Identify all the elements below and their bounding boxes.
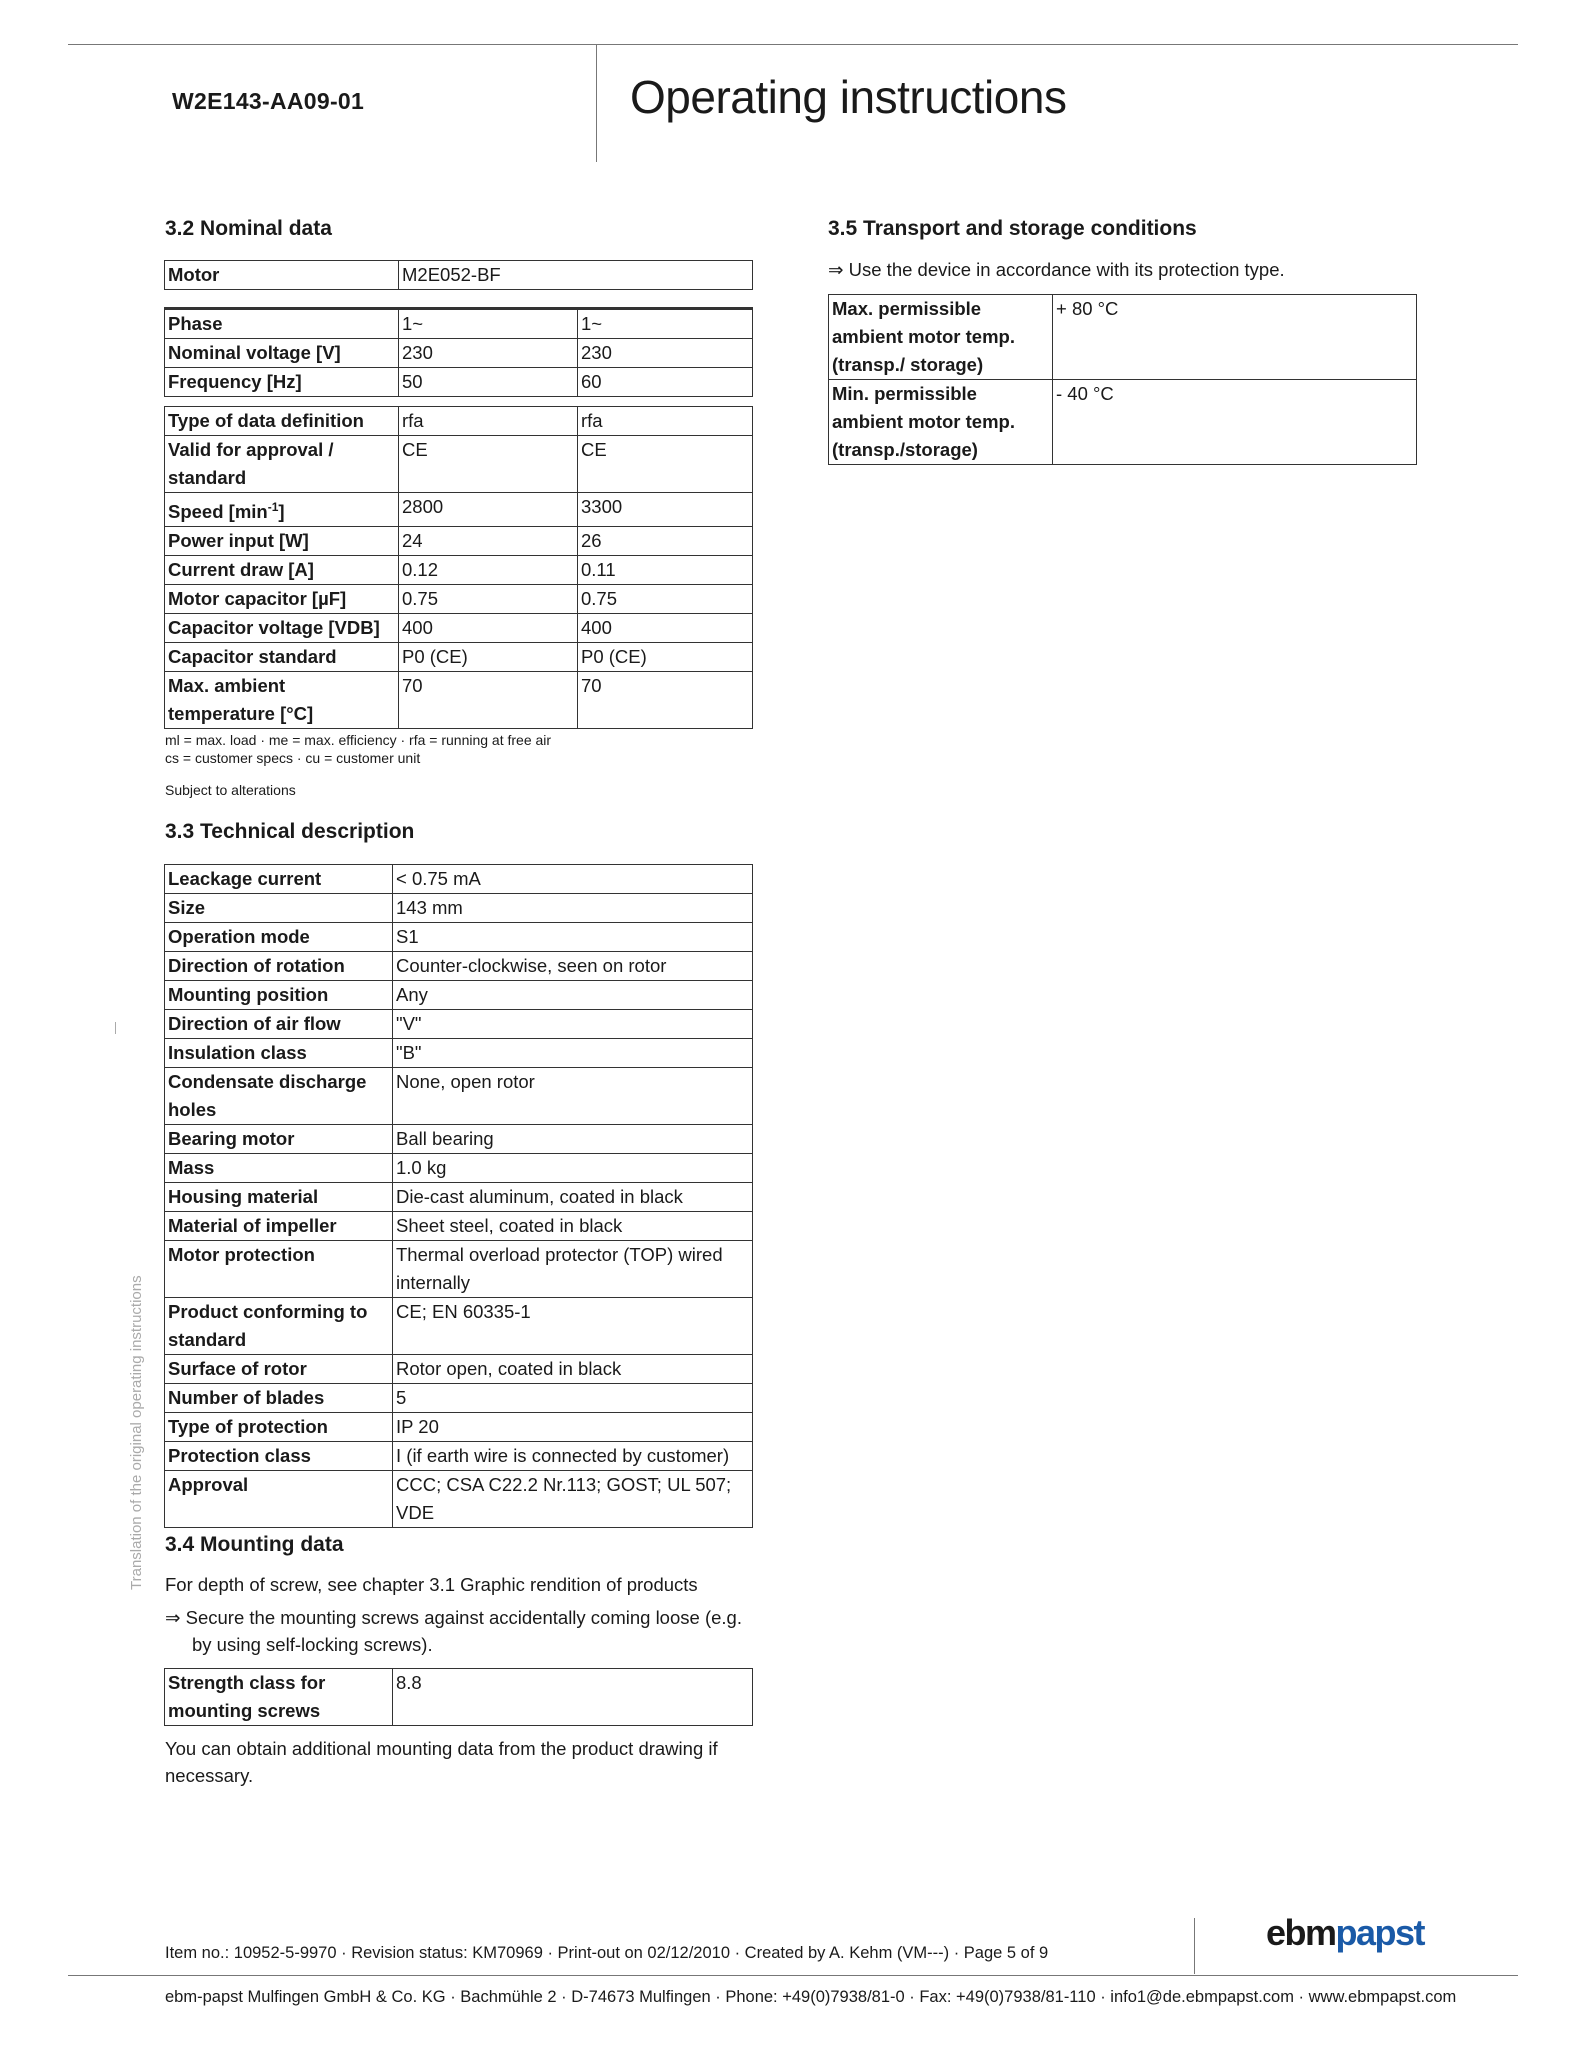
table-cell-label: Leackage current	[165, 865, 393, 894]
table-cell-value: 2800	[399, 493, 578, 527]
table-cell-value: 0.75	[399, 585, 578, 614]
table-cell-value: 0.11	[578, 556, 753, 585]
table-cell-value: 1~	[578, 309, 753, 339]
table-row	[165, 1669, 753, 1726]
table-cell-label: Insulation class	[165, 1039, 393, 1068]
table-row	[165, 261, 753, 290]
table-cell-label: Strength class for mounting screws	[165, 1669, 393, 1726]
page-title: Operating instructions	[630, 71, 1067, 123]
table-cell-value: CE	[578, 436, 753, 493]
table-cell-label: Mass	[165, 1154, 393, 1183]
table-cell-value: None, open rotor	[393, 1068, 753, 1125]
table-row	[165, 1355, 753, 1384]
table-cell-label: Type of data definition	[165, 407, 399, 436]
table-row	[165, 493, 753, 527]
table-row	[165, 1183, 753, 1212]
table-cell-value: Counter-clockwise, seen on rotor	[393, 952, 753, 981]
footer-divider	[1194, 1918, 1195, 1974]
table-row	[165, 556, 753, 585]
table-cell-value: 26	[578, 527, 753, 556]
table-cell-value: Sheet steel, coated in black	[393, 1212, 753, 1241]
table-cell-value: CE	[399, 436, 578, 493]
table-row	[165, 1384, 753, 1413]
table-cell-value: - 40 °C	[1053, 380, 1417, 465]
table-row	[165, 1471, 753, 1528]
table-cell-value: M2E052-BF	[399, 261, 753, 290]
table-cell-value: Thermal overload protector (TOP) wired internally	[393, 1241, 753, 1298]
section-heading-mounting-data: 3.4 Mounting data	[165, 1533, 344, 1556]
table-cell-value: 143 mm	[393, 894, 753, 923]
table-cell-label: Max. permissible ambient motor temp. (transp./ storage)	[829, 295, 1053, 380]
header-divider	[596, 44, 597, 162]
table-cell-value: rfa	[399, 407, 578, 436]
table-cell-value: CCC; CSA C22.2 Nr.113; GOST; UL 507; VDE	[393, 1471, 753, 1528]
margin-mark	[115, 1022, 116, 1034]
table-cell-value: 70	[399, 672, 578, 729]
table-cell-label: Operation mode	[165, 923, 393, 952]
table-cell-value: 70	[578, 672, 753, 729]
logo-text: ebm	[1266, 1912, 1336, 1953]
table-cell-value: + 80 °C	[1053, 295, 1417, 380]
table-cell-label: Bearing motor	[165, 1125, 393, 1154]
table-cell-value: Die-cast aluminum, coated in black	[393, 1183, 753, 1212]
table-row	[165, 1039, 753, 1068]
table-row	[165, 1241, 753, 1298]
table-cell-label: Current draw [A]	[165, 556, 399, 585]
mounting-text: For depth of screw, see chapter 3.1 Graphic rendition of products	[165, 1574, 698, 1595]
table-cell-label: Protection class	[165, 1442, 393, 1471]
table-cell-label: Size	[165, 894, 393, 923]
table-cell-label: Nominal voltage [V]	[165, 339, 399, 368]
table-cell-value: P0 (CE)	[399, 643, 578, 672]
table-cell-value: "B"	[393, 1039, 753, 1068]
company-address: ebm-papst Mulfingen GmbH & Co. KG · Bachmühle 2 · D-74673 Mulfingen · Phone: +49(0)7938/81-0 · Fax: +49(0)7938/81-110 · info1@de.ebmpapst.com · www.ebmpapst.com	[165, 1988, 1457, 2006]
table-row	[829, 380, 1417, 465]
table-cell-value: CE; EN 60335-1	[393, 1298, 753, 1355]
company-logo	[1266, 1912, 1424, 1954]
document-code: W2E143-AA09-01	[172, 88, 365, 114]
table-row	[165, 643, 753, 672]
table-cell-value: < 0.75 mA	[393, 865, 753, 894]
nominal-electrical-table	[164, 307, 753, 397]
table-cell-label: Surface of rotor	[165, 1355, 393, 1384]
table-cell-value: 230	[399, 339, 578, 368]
motor-table	[164, 260, 753, 290]
table-row	[165, 1212, 753, 1241]
table-cell-value: 0.12	[399, 556, 578, 585]
exponent: -1	[267, 500, 279, 514]
abbreviation-note: ml = max. load · me = max. efficiency · rfa = running at free air	[165, 732, 552, 748]
table-row	[165, 339, 753, 368]
table-row	[165, 368, 753, 397]
table-cell-label: Number of blades	[165, 1384, 393, 1413]
table-cell-label: Product conforming to standard	[165, 1298, 393, 1355]
table-cell-label: Approval	[165, 1471, 393, 1528]
table-cell-value: 50	[399, 368, 578, 397]
table-cell-label: Valid for approval / standard	[165, 436, 399, 493]
table-cell-label: Direction of rotation	[165, 952, 393, 981]
table-cell-label: Min. permissible ambient motor temp. (transp./storage)	[829, 380, 1053, 465]
logo-text: papst	[1335, 1912, 1425, 1953]
table-row	[165, 1413, 753, 1442]
side-note: Translation of the original operating instructions	[128, 1275, 145, 1590]
mounting-table	[164, 1668, 753, 1726]
table-cell-label: Housing material	[165, 1183, 393, 1212]
table-row	[165, 407, 753, 436]
table-cell-label: Max. ambient temperature [°C]	[165, 672, 399, 729]
table-row	[829, 295, 1417, 380]
header-top-rule	[68, 44, 1518, 45]
table-row	[165, 1125, 753, 1154]
table-cell-value: 24	[399, 527, 578, 556]
mounting-text: necessary.	[165, 1765, 254, 1786]
table-cell-label: Motor	[165, 261, 399, 290]
alterations-note: Subject to alterations	[165, 782, 296, 798]
table-cell-label: Power input [W]	[165, 527, 399, 556]
table-cell-value: Ball bearing	[393, 1125, 753, 1154]
table-row	[165, 672, 753, 729]
mounting-text: You can obtain additional mounting data from the product drawing if	[165, 1738, 718, 1759]
table-cell-value: P0 (CE)	[578, 643, 753, 672]
table-cell-value: IP 20	[393, 1413, 753, 1442]
table-cell-label: Capacitor standard	[165, 643, 399, 672]
table-cell-label: Condensate discharge holes	[165, 1068, 393, 1125]
table-cell-value: 400	[578, 614, 753, 643]
table-row	[165, 923, 753, 952]
transport-storage-table	[828, 294, 1417, 465]
table-cell-value: Rotor open, coated in black	[393, 1355, 753, 1384]
table-cell-value: 60	[578, 368, 753, 397]
mounting-instruction: ⇒ Secure the mounting screws against accidentally coming loose (e.g.	[165, 1607, 742, 1628]
table-cell-value: "V"	[393, 1010, 753, 1039]
table-cell-value: 230	[578, 339, 753, 368]
nominal-data-table	[164, 406, 753, 729]
table-cell-value: 8.8	[393, 1669, 753, 1726]
table-cell-value: Any	[393, 981, 753, 1010]
table-cell-value: 3300	[578, 493, 753, 527]
table-cell-value: 0.75	[578, 585, 753, 614]
table-cell-label: Direction of air flow	[165, 1010, 393, 1039]
table-cell-value: 1~	[399, 309, 578, 339]
table-cell-label: Motor protection	[165, 1241, 393, 1298]
table-cell-value: 400	[399, 614, 578, 643]
table-row	[165, 1154, 753, 1183]
table-row	[165, 527, 753, 556]
table-row	[165, 952, 753, 981]
table-cell-value: S1	[393, 923, 753, 952]
table-row	[165, 894, 753, 923]
table-cell-value: I (if earth wire is connected by customer)	[393, 1442, 753, 1471]
table-cell-label: Type of protection	[165, 1413, 393, 1442]
table-row	[165, 614, 753, 643]
table-row	[165, 1298, 753, 1355]
transport-instruction: ⇒ Use the device in accordance with its protection type.	[828, 259, 1285, 280]
table-cell-value: rfa	[578, 407, 753, 436]
mounting-instruction-continued: by using self-locking screws).	[192, 1634, 433, 1655]
table-row	[165, 585, 753, 614]
table-row	[165, 436, 753, 493]
technical-description-table	[164, 864, 753, 1528]
table-cell-value: 5	[393, 1384, 753, 1413]
table-cell-value: 1.0 kg	[393, 1154, 753, 1183]
document-metadata: Item no.: 10952-5-9970 · Revision status: KM70969 · Print-out on 02/12/2010 · Created by A. Kehm (VM---) · Page 5 of 9	[165, 1944, 1049, 1962]
table-row	[165, 981, 753, 1010]
table-row	[165, 865, 753, 894]
table-cell-label: Material of impeller	[165, 1212, 393, 1241]
table-cell-label: Frequency [Hz]	[165, 368, 399, 397]
table-row	[165, 1442, 753, 1471]
table-cell-label: Speed $[\min^{-1}]$	[165, 493, 399, 527]
table-row	[165, 1010, 753, 1039]
table-cell-label: Phase	[165, 309, 399, 339]
footer-rule	[68, 1975, 1518, 1976]
table-row	[165, 309, 753, 339]
table-cell-label: Motor capacitor [µF]	[165, 585, 399, 614]
table-row	[165, 1068, 753, 1125]
table-cell-label: Mounting position	[165, 981, 393, 1010]
section-heading-technical-description: 3.3 Technical description	[165, 820, 415, 843]
section-heading-nominal-data: 3.2 Nominal data	[165, 217, 332, 240]
table-cell-label: Capacitor voltage [VDB]	[165, 614, 399, 643]
abbreviation-note: cs = customer specs · cu = customer unit	[165, 750, 421, 766]
section-heading-transport-storage: 3.5 Transport and storage conditions	[828, 217, 1197, 240]
